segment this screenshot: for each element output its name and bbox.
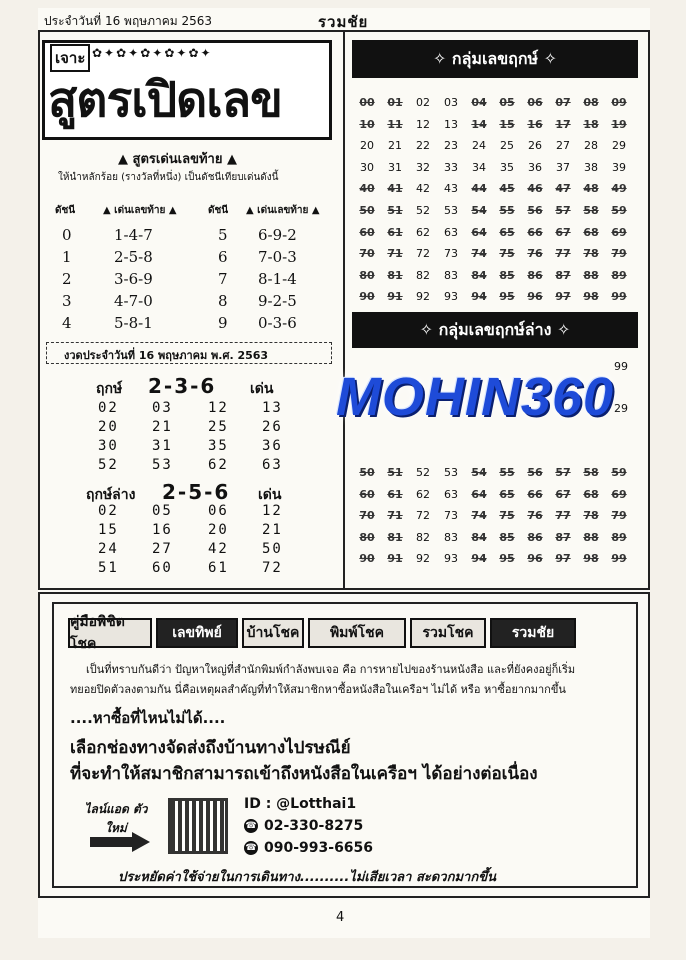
formula-index: 6 — [218, 248, 228, 266]
table-number: 13 — [444, 117, 458, 131]
table-number: 62 — [416, 225, 430, 239]
table-number: 48 — [583, 182, 599, 196]
ad-footer: ประหยัดค่าใช้จ่ายในการเดินทาง..........ไม่เสียเวลา สะดวกมากขึ้น — [118, 870, 496, 885]
table-number: 80 — [359, 530, 375, 544]
table-number: 71 — [387, 509, 403, 523]
table-number: 38 — [584, 160, 598, 174]
table-number: 84 — [471, 268, 487, 282]
formula-index: 8 — [218, 292, 228, 310]
table-number: 52 — [416, 204, 430, 217]
draw-date: งวดประจำวันที่ 16 พฤษภาคม พ.ศ. 2563 — [64, 349, 269, 362]
watermark: MOHIN360 — [335, 367, 615, 427]
table-number: 22 — [416, 139, 430, 153]
table-number: 25 — [500, 139, 514, 153]
page-title: สูตรเปิดเลข — [48, 72, 282, 128]
upper-table-title: ✧ กลุ่มเลขฤกษ์ ✧ — [352, 40, 638, 78]
grid-number: 72 — [262, 560, 283, 576]
table-number: 79 — [611, 509, 627, 523]
table-number: 98 — [583, 290, 599, 304]
table-number: 83 — [444, 530, 458, 544]
brand-logo: รวมโชค — [410, 618, 486, 648]
lower-table-edge-2: 29 — [614, 402, 628, 415]
table-number: 41 — [387, 182, 403, 196]
table-number: 92 — [416, 552, 430, 566]
grid-number: 15 — [98, 522, 119, 538]
grid-number: 13 — [262, 400, 283, 416]
lower-table-title: ✧ กลุ่มเลขฤกษ์ล่าง ✧ — [352, 312, 638, 348]
formula-index: 1 — [62, 248, 72, 266]
ad-paragraph-2: ทยอยปิดตัวลงตามกัน นี่คือเหตุผลสำคัญที่ทำให้สมาชิกหาซื้อหนังสือในเครือฯ ไม่ได้ หรือ หาซื้อยากมากขึ้น — [70, 683, 566, 696]
grid-number: 02 — [98, 503, 119, 519]
table-number: 88 — [583, 268, 599, 282]
table-number: 99 — [611, 552, 627, 566]
table-number: 53 — [444, 204, 458, 217]
phone-number-2: 090-993-6656 — [264, 840, 374, 856]
table-number: 04 — [471, 96, 487, 109]
col-digits-left: ▲ เด่นเลขท้าย ▲ — [103, 205, 177, 216]
grid-number: 25 — [208, 419, 229, 435]
table-number: 70 — [359, 247, 375, 261]
table-number: 43 — [444, 182, 458, 196]
table-number: 78 — [583, 509, 599, 523]
brand-logo: บ้านโชค — [242, 618, 304, 648]
table-number: 52 — [416, 466, 430, 479]
table-number: 17 — [555, 117, 571, 131]
table-number: 09 — [611, 96, 627, 109]
formula-index: 3 — [62, 292, 72, 310]
grid-number: 24 — [98, 541, 119, 557]
table-number: 66 — [527, 225, 543, 239]
lower-label: ฤกษ์ล่าง — [86, 487, 136, 503]
table-number: 50 — [359, 466, 375, 479]
table-number: 49 — [611, 182, 627, 196]
table-number: 87 — [555, 530, 571, 544]
table-number: 95 — [499, 552, 515, 566]
table-number: 70 — [359, 509, 375, 523]
phone-icon: ☎ — [245, 821, 257, 831]
grid-number: 62 — [208, 457, 229, 473]
formula-index: 4 — [62, 314, 72, 332]
formula-index: 2 — [62, 270, 72, 288]
table-number: 69 — [611, 225, 627, 239]
table-number: 99 — [611, 290, 627, 304]
grid-number: 21 — [262, 522, 283, 538]
table-number: 88 — [583, 530, 599, 544]
table-number: 81 — [387, 530, 403, 544]
table-number: 97 — [555, 552, 571, 566]
issue-date: ประจำวันที่ 16 พฤษภาคม 2563 — [44, 14, 213, 28]
table-number: 83 — [444, 268, 458, 282]
grid-number: 02 — [98, 400, 119, 416]
table-number: 79 — [611, 247, 627, 261]
table-number: 62 — [416, 487, 430, 501]
line-add-label: ไลน์แอด ตัวใหม่ — [84, 802, 148, 835]
table-number: 32 — [416, 160, 430, 174]
table-number: 29 — [612, 139, 626, 153]
table-number: 77 — [555, 509, 571, 523]
lower-digits: 2-5-6 — [162, 480, 231, 504]
table-number: 39 — [612, 160, 626, 174]
table-number: 28 — [584, 139, 598, 153]
grid-number: 21 — [152, 419, 173, 435]
ad-paragraph-1: เป็นที่ทราบกันดีว่า ปัญหาใหญ่ที่สำนักพิมพ์กำลังพบเจอ คือ การหายไปของร้านหนังสือ และที่ยังคงอยู่ก็เริ่ม — [86, 663, 576, 676]
table-number: 40 — [359, 182, 375, 196]
table-number: 71 — [387, 247, 403, 261]
col-digits-right: ▲ เด่นเลขท้าย ▲ — [246, 205, 320, 216]
table-number: 51 — [387, 204, 403, 217]
col-index-right: ดัชนี — [208, 205, 229, 216]
table-number: 94 — [471, 552, 487, 566]
table-number: 89 — [611, 268, 627, 282]
table-number: 63 — [444, 487, 458, 501]
table-number: 90 — [359, 290, 375, 304]
phone-number-1: 02-330-8275 — [264, 818, 364, 834]
table-number: 86 — [527, 268, 543, 282]
grid-number: 12 — [262, 503, 283, 519]
formula-index: 9 — [218, 314, 228, 332]
table-number: 68 — [583, 487, 599, 501]
formula-digits: 6-9-2 — [258, 226, 297, 244]
table-number: 19 — [611, 117, 627, 131]
table-number: 42 — [416, 182, 430, 196]
table-number: 67 — [555, 487, 571, 501]
ad-benefit: ที่จะทำให้สมาชิกสามารถเข้าถึงหนังสือในเครือฯ ได้อย่างต่อเนื่อง — [70, 764, 538, 784]
table-number: 24 — [472, 139, 486, 153]
table-number: 92 — [416, 290, 430, 304]
table-number: 67 — [555, 225, 571, 239]
table-number: 60 — [359, 225, 375, 239]
table-number: 16 — [527, 117, 543, 131]
table-number: 73 — [444, 509, 458, 523]
table-number: 80 — [359, 268, 375, 282]
table-number: 33 — [444, 160, 458, 174]
column-divider — [343, 32, 345, 588]
table-number: 77 — [555, 247, 571, 261]
table-number: 53 — [444, 466, 458, 479]
formula-subtitle: ให้นำหลักร้อย (รางวัลที่หนึ่ง) เป็นดัชนีเทียบเด่นดังนี้ — [58, 172, 279, 183]
grid-number: 20 — [208, 522, 229, 538]
table-number: 54 — [471, 466, 487, 479]
brand-logo: พิมพ์โชค — [308, 618, 406, 648]
table-number: 30 — [360, 160, 374, 174]
table-number: 61 — [387, 225, 403, 239]
table-number: 65 — [499, 487, 515, 501]
grid-number: 63 — [262, 457, 283, 473]
table-number: 87 — [555, 268, 571, 282]
table-number: 37 — [556, 160, 570, 174]
grid-number: 05 — [152, 503, 173, 519]
table-number: 73 — [444, 247, 458, 261]
table-number: 58 — [583, 204, 599, 217]
table-number: 27 — [556, 139, 570, 153]
table-number: 06 — [527, 96, 543, 109]
grid-number: 52 — [98, 457, 119, 473]
table-number: 07 — [555, 96, 571, 109]
table-number: 90 — [359, 552, 375, 566]
title-prefix: เจาะ — [50, 44, 90, 72]
formula-index: 0 — [62, 226, 72, 244]
table-number: 72 — [416, 247, 430, 261]
table-number: 94 — [471, 290, 487, 304]
upper-digits: 2-3-6 — [148, 374, 217, 398]
table-number: 55 — [499, 466, 515, 479]
formula-digits: 2-5-8 — [114, 248, 153, 266]
grid-number: 03 — [152, 400, 173, 416]
table-number: 74 — [471, 509, 487, 523]
formula-digits: 8-1-4 — [258, 270, 297, 288]
table-number: 34 — [472, 160, 486, 174]
table-number: 05 — [499, 96, 515, 109]
table-number: 45 — [499, 182, 515, 196]
lower-table-edge-1: 99 — [614, 360, 628, 373]
col-index-left: ดัชนี — [55, 205, 76, 216]
table-number: 82 — [416, 530, 430, 544]
table-number: 02 — [416, 96, 430, 109]
table-number: 75 — [499, 509, 515, 523]
table-number: 72 — [416, 509, 430, 523]
grid-number: 51 — [98, 560, 119, 576]
grid-number: 16 — [152, 522, 173, 538]
table-number: 96 — [527, 552, 543, 566]
table-number: 23 — [444, 139, 458, 153]
table-number: 08 — [583, 96, 599, 109]
grid-number: 36 — [262, 438, 283, 454]
table-number: 97 — [555, 290, 571, 304]
table-number: 95 — [499, 290, 515, 304]
table-number: 74 — [471, 247, 487, 261]
title-decoration: ✿✦✿✦✿✦✿✦✿✦ — [92, 46, 213, 60]
table-number: 85 — [499, 268, 515, 282]
grid-number: 53 — [152, 457, 173, 473]
table-number: 63 — [444, 225, 458, 239]
grid-number: 31 — [152, 438, 173, 454]
table-number: 12 — [416, 117, 430, 131]
table-number: 31 — [388, 160, 402, 174]
table-number: 93 — [444, 290, 458, 304]
table-number: 56 — [527, 204, 543, 217]
table-number: 82 — [416, 268, 430, 282]
grid-number: 26 — [262, 419, 283, 435]
table-number: 18 — [583, 117, 599, 131]
table-number: 03 — [444, 96, 458, 109]
table-number: 50 — [359, 204, 375, 217]
brand-logo: รวมชัย — [490, 618, 576, 648]
table-number: 59 — [611, 466, 627, 479]
table-number: 85 — [499, 530, 515, 544]
table-number: 68 — [583, 225, 599, 239]
table-number: 96 — [527, 290, 543, 304]
phone-icon: ☎ — [245, 843, 257, 853]
grid-number: 61 — [208, 560, 229, 576]
table-number: 65 — [499, 225, 515, 239]
table-number: 15 — [499, 117, 515, 131]
table-number: 51 — [387, 466, 403, 479]
formula-digits: 0-3-6 — [258, 314, 297, 332]
table-number: 59 — [611, 204, 627, 217]
qr-code-icon[interactable] — [168, 798, 228, 854]
table-number: 66 — [527, 487, 543, 501]
grid-number: 60 — [152, 560, 173, 576]
upper-suffix: เด่น — [250, 381, 274, 397]
table-number: 00 — [359, 96, 375, 109]
table-number: 36 — [528, 160, 542, 174]
formula-digits: 7-0-3 — [258, 248, 297, 266]
table-number: 20 — [360, 139, 374, 153]
table-number: 76 — [527, 247, 543, 261]
grid-number: 42 — [208, 541, 229, 557]
table-number: 91 — [387, 290, 403, 304]
table-number: 64 — [471, 487, 487, 501]
table-number: 54 — [471, 204, 487, 217]
grid-number: 12 — [208, 400, 229, 416]
table-number: 86 — [527, 530, 543, 544]
table-number: 78 — [583, 247, 599, 261]
formula-digits: 4-7-0 — [114, 292, 153, 310]
table-number: 84 — [471, 530, 487, 544]
table-number: 46 — [527, 182, 543, 196]
upper-label: ฤกษ์ — [96, 381, 123, 397]
phone-row-2 — [244, 840, 373, 856]
grid-number: 20 — [98, 419, 119, 435]
table-number: 57 — [555, 466, 571, 479]
table-number: 44 — [471, 182, 487, 196]
brand-logo: เลขทิพย์ — [156, 618, 238, 648]
grid-number: 30 — [98, 438, 119, 454]
table-number: 56 — [527, 466, 543, 479]
table-number: 57 — [555, 204, 571, 217]
table-number: 76 — [527, 509, 543, 523]
table-number: 58 — [583, 466, 599, 479]
publisher-logo: รวมชัย — [318, 13, 369, 31]
table-number: 89 — [611, 530, 627, 544]
page-number: 4 — [336, 910, 345, 925]
formula-digits: 5-8-1 — [114, 314, 153, 332]
formula-digits: 3-6-9 — [114, 270, 153, 288]
formula-digits: 1-4-7 — [114, 226, 153, 244]
table-number: 60 — [359, 487, 375, 501]
lower-suffix: เด่น — [258, 487, 282, 503]
table-number: 35 — [500, 160, 514, 174]
ad-choose: เลือกช่องทางจัดส่งถึงบ้านทางไปรษณีย์ — [70, 738, 351, 758]
formula-index: 7 — [218, 270, 228, 288]
table-number: 14 — [471, 117, 487, 131]
formula-index: 5 — [218, 226, 228, 244]
line-id: ID : @Lotthai1 — [244, 796, 357, 812]
table-number: 69 — [611, 487, 627, 501]
ad-where: ....หาซื้อที่ไหนไม่ได้.... — [70, 709, 226, 727]
table-number: 75 — [499, 247, 515, 261]
table-number: 93 — [444, 552, 458, 566]
formula-digits: 9-2-5 — [258, 292, 297, 310]
table-number: 47 — [555, 182, 571, 196]
table-number: 01 — [387, 96, 403, 109]
table-number: 55 — [499, 204, 515, 217]
grid-number: 27 — [152, 541, 173, 557]
table-number: 10 — [359, 117, 375, 131]
brand-logo: คู่มือพิชิตโชค — [68, 618, 152, 648]
table-number: 98 — [583, 552, 599, 566]
table-number: 81 — [387, 268, 403, 282]
table-number: 26 — [528, 139, 542, 153]
table-number: 11 — [387, 117, 403, 131]
grid-number: 50 — [262, 541, 283, 557]
table-number: 91 — [387, 552, 403, 566]
formula-heading: ▲ สูตรเด่นเลขท้าย ▲ — [118, 152, 237, 167]
table-number: 64 — [471, 225, 487, 239]
table-number: 61 — [387, 487, 403, 501]
grid-number: 35 — [208, 438, 229, 454]
grid-number: 06 — [208, 503, 229, 519]
phone-row-1 — [244, 818, 363, 834]
table-number: 21 — [388, 139, 402, 153]
